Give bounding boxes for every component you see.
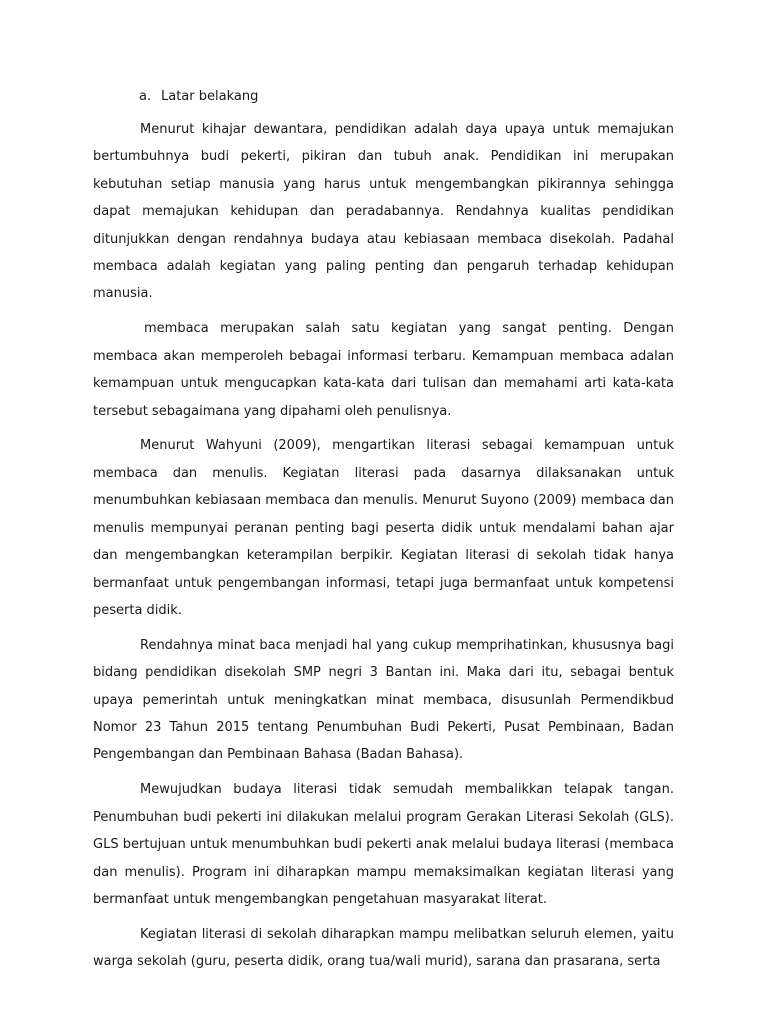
paragraph-5: Mewujudkan budaya literasi tidak semudah membalikkan telapak tangan. Penumbuhan budi pekerti ini dilakukan melalui program Gerakan Literasi Sekolah (GLS). GLS bertujuan untuk menumbuhkan budi pekerti anak melalui budaya literasi (membaca dan menulis). Program ini diharapkan mampu memaksimalkan kegiatan literasi yang bermanfaat untuk mengembangkan pengetahuan masyarakat literat. (93, 782, 674, 907)
paragraph-6: Kegiatan literasi di sekolah diharapkan mampu melibatkan seluruh elemen, yaitu warga sekolah (guru, peserta didik, orang tua/wali murid), sarana dan prasarana, serta (93, 926, 674, 970)
paragraph-1: Menurut kihajar dewantara, pendidikan adalah daya upaya untuk memajukan bertumbuhnya budi pekerti, pikiran dan tubuh anak. Pendidikan ini merupakan kebutuhan setiap manusia yang harus untuk mengembangkan pikirannya sehingga dapat memajukan kehidupan dan peradabannya. Rendahnya kualitas pendidikan ditunjukkan dengan rendahnya budaya atau kebiasaan membaca disekolah. Padahal membaca adalah kegiatan yang paling penting dan pengaruh terhadap kehidupan manusia. (93, 122, 674, 302)
document-body (93, 84, 674, 976)
paragraph-4: Rendahnya minat baca menjadi hal yang cukup memprihatinkan, khususnya bagi bidang pendidikan disekolah SMP negri 3 Bantan ini. Maka dari itu, sebagai bentuk upaya pemerintah untuk meningkatkan minat membaca, disusunlah Permendikbud Nomor 23 Tahun 2015 tentang Penumbuhan Budi Pekerti, Pusat Pembinaan, Badan Pengembangan dan Pembinaan Bahasa (Badan Bahasa). (93, 637, 674, 763)
paragraph-2: membaca merupakan salah satu kegiatan yang sangat penting. Dengan membaca akan memperoleh bebagai informasi terbaru. Kemampuan membaca adalan kemampuan untuk mengucapkan kata-kata dari tulisan dan memahami arti kata-kata tersebut sebagaimana yang dipahami oleh penulisnya. (93, 321, 674, 419)
section-heading (93, 84, 674, 110)
section-title: Latar belakang (161, 89, 259, 104)
section-marker: a. (139, 89, 152, 104)
paragraph-3: Menurut Wahyuni (2009), mengartikan literasi sebagai kemampuan untuk membaca dan menulis. Kegiatan literasi pada dasarnya dilaksanakan untuk menumbuhkan kebiasaan membaca dan menulis. Menurut Suyono (2009) membaca dan menulis mempunyai peranan penting bagi peserta didik untuk mendalami bahan ajar dan mengembangkan keterampilan berpikir. Kegiatan literasi di sekolah tidak hanya bermanfaat untuk pengembangan informasi, tetapi juga bermanfaat untuk kompetensi peserta didik. (93, 438, 674, 618)
